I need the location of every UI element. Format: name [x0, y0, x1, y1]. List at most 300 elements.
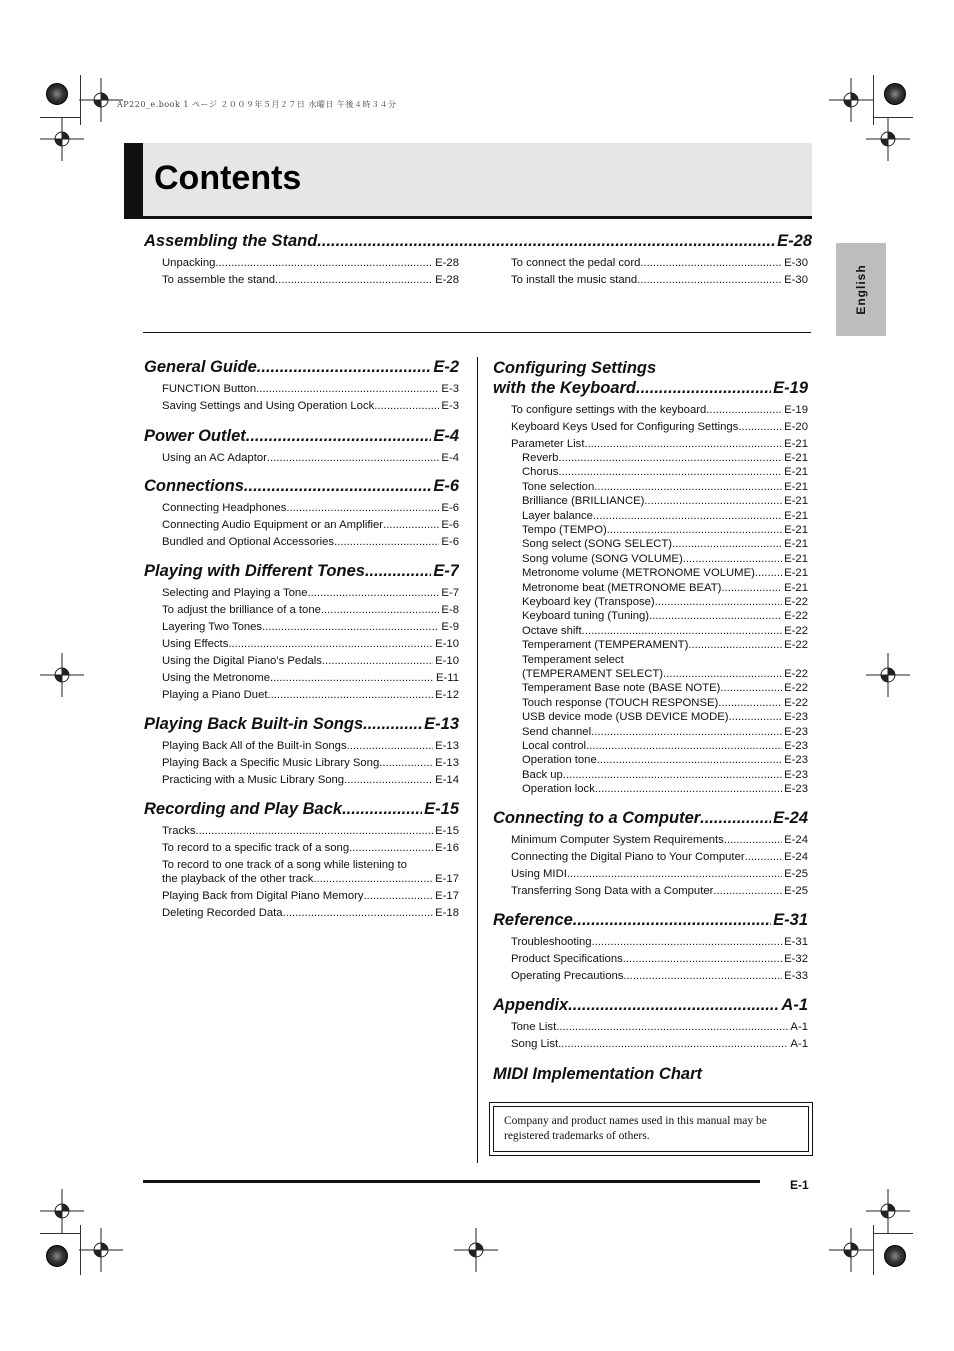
toc-entry-page: E-14	[435, 774, 459, 786]
toc-entry[interactable]	[522, 739, 808, 753]
leader-dots	[558, 1037, 788, 1051]
toc-entry[interactable]	[522, 509, 808, 523]
toc-entry[interactable]	[511, 1020, 808, 1034]
leader-dots	[607, 523, 782, 537]
toc-entry[interactable]	[522, 710, 808, 724]
toc-entry-page: E-24	[784, 834, 808, 846]
toc-heading-page: E-7	[433, 562, 459, 580]
leader-dots	[649, 609, 782, 623]
toc-entry-title: Brilliance (BRILLIANCE)	[522, 495, 645, 508]
toc-entry-title: Operation tone	[522, 754, 597, 767]
toc-entry-page: E-22	[784, 696, 808, 709]
toc-entry[interactable]	[511, 850, 808, 864]
toc-entry[interactable]	[162, 399, 459, 413]
toc-entry[interactable]	[162, 841, 459, 855]
toc-entry[interactable]	[162, 739, 459, 753]
registration-target-icon	[46, 1245, 68, 1267]
toc-entry-page: E-6	[441, 519, 459, 531]
toc-entry[interactable]	[522, 696, 808, 710]
toc-heading[interactable]	[493, 809, 808, 828]
toc-entry[interactable]	[162, 858, 407, 872]
toc-entry[interactable]	[511, 952, 808, 966]
leader-dots	[706, 403, 782, 417]
toc-entry-title: Keyboard Keys Used for Configuring Settings	[511, 421, 739, 433]
toc-entry-title: the playback of the other track	[162, 873, 314, 885]
toc-entry[interactable]	[162, 773, 459, 787]
toc-entry-page: E-23	[784, 768, 808, 781]
toc-entry[interactable]	[522, 667, 808, 681]
toc-entry-title: Using Effects	[162, 638, 229, 650]
toc-entry-page: E-7	[441, 587, 459, 599]
toc-entry-title: FUNCTION Button	[162, 383, 257, 395]
title-banner	[124, 143, 812, 219]
crop-line	[873, 1233, 913, 1234]
toc-entry[interactable]	[522, 782, 808, 796]
leader-dots	[595, 782, 782, 796]
leader-dots	[738, 420, 782, 434]
toc-entry[interactable]	[522, 552, 808, 566]
toc-entry-page: E-21	[784, 581, 808, 594]
toc-entry-page: E-22	[784, 610, 808, 623]
toc-entry-title: Playing Back from Digital Piano Memory	[162, 890, 364, 902]
title-accent-bar	[124, 143, 143, 216]
toc-entry-page: E-21	[784, 524, 808, 536]
toc-heading-page: A-1	[781, 996, 808, 1014]
toc-entry-title: Using an AC Adaptor	[162, 452, 267, 464]
leader-dots	[246, 427, 432, 446]
toc-entry[interactable]: To assemble the stand ..... E-28	[162, 273, 459, 287]
page-number: E-1	[790, 1178, 809, 1192]
toc-entry[interactable]	[522, 653, 624, 667]
toc-heading-title: General Guide	[144, 358, 257, 376]
toc-entry-page: E-22	[784, 596, 808, 608]
leader-dots	[593, 509, 782, 523]
toc-entry-title: Connecting Audio Equipment or an Amplifier	[162, 519, 384, 531]
leader-dots	[573, 911, 771, 930]
toc-entry-title: Metronome volume (METRONOME VOLUME)	[522, 567, 755, 580]
toc-entry[interactable]	[162, 906, 459, 920]
print-info-line: AP220_e.book 1 ページ ２００９年５月２７日 水曜日 午後４時３４分	[117, 100, 397, 109]
leader-dots	[349, 841, 433, 855]
toc-entry-title: Using the Metronome	[162, 672, 270, 684]
toc-entry[interactable]	[522, 451, 808, 465]
toc-entry-page: E-6	[441, 536, 459, 548]
toc-entry[interactable]	[511, 935, 808, 949]
crop-line	[80, 1225, 81, 1275]
leader-dots	[672, 537, 782, 551]
toc-entry-title: Temperament (TEMPERAMENT)	[522, 639, 689, 652]
toc-entry-title: To adjust the brilliance of a tone	[162, 604, 321, 616]
toc-entry-page: E-11	[435, 672, 459, 684]
toc-entry-title: To configure settings with the keyboard	[511, 404, 707, 416]
toc-entry[interactable]	[522, 480, 808, 494]
leader-dots	[655, 595, 782, 609]
toc-entry[interactable]	[522, 581, 808, 595]
leader-dots	[347, 739, 434, 753]
toc-entry-title: Transferring Song Data with a Computer	[511, 885, 714, 897]
toc-entry-title: Operating Precautions	[511, 970, 624, 982]
registration-mark-icon	[866, 653, 910, 697]
leader-dots	[342, 800, 422, 819]
leader-dots	[582, 624, 782, 638]
toc-entry-page: E-21	[784, 538, 808, 551]
leader-dots	[567, 867, 782, 881]
toc-entry-title: (TEMPERAMENT SELECT)	[522, 668, 664, 680]
leader-dots	[745, 850, 783, 864]
leader-dots	[563, 768, 782, 782]
toc-entry[interactable]	[522, 566, 808, 580]
leader-dots	[558, 465, 782, 479]
registration-mark-icon	[454, 1228, 498, 1272]
toc-heading-title: Playing Back Built-in Songs	[144, 715, 364, 733]
toc-entry-page: E-31	[784, 936, 808, 948]
leader-dots	[313, 872, 433, 886]
toc-entry[interactable]	[162, 688, 459, 702]
toc-entry-title: Keyboard tuning (Tuning)	[522, 610, 650, 623]
leader-dots	[262, 620, 439, 634]
toc-entry[interactable]	[162, 654, 459, 668]
toc-heading-title: Appendix	[493, 996, 569, 1014]
leader-dots	[591, 725, 782, 739]
toc-entry[interactable]	[162, 637, 459, 651]
toc-heading[interactable]	[144, 427, 459, 446]
toc-entry-page: E-23	[784, 783, 808, 796]
toc-entry[interactable]	[162, 671, 459, 685]
toc-entry-title: Tone selection	[522, 480, 595, 493]
toc-heading[interactable]	[144, 477, 459, 496]
toc-entry[interactable]	[522, 725, 808, 739]
toc-entry-title: Tone List	[511, 1021, 557, 1033]
toc-heading-page: E-31	[773, 911, 808, 929]
toc-entry[interactable]	[511, 833, 808, 847]
leader-dots	[286, 501, 439, 515]
toc-entry-title: USB device mode (USB DEVICE MODE)	[522, 711, 729, 724]
toc-entry-page: E-13	[435, 740, 459, 752]
toc-entry-title: Selecting and Playing a Tone	[162, 587, 308, 599]
column-divider	[477, 357, 478, 1163]
toc-entry[interactable]	[162, 603, 459, 617]
leader-dots	[700, 809, 771, 828]
toc-heading[interactable]	[144, 715, 459, 734]
toc-entry[interactable]	[522, 768, 808, 782]
leader-dots	[374, 399, 439, 413]
toc-entry[interactable]	[511, 403, 808, 417]
leader-dots	[556, 1020, 788, 1034]
toc-entry-title: Touch response (TOUCH RESPONSE)	[522, 696, 719, 709]
leader-dots	[597, 753, 782, 767]
leader-dots	[721, 581, 782, 595]
leader-dots	[244, 477, 431, 496]
toc-entry-title: Reverb	[522, 452, 559, 464]
leader-dots	[195, 824, 433, 838]
toc-entry-title: Parameter List	[511, 438, 585, 450]
leader-dots	[586, 739, 782, 753]
toc-entry-page: E-21	[784, 438, 808, 450]
leader-dots	[568, 996, 779, 1015]
toc-entry-page: E-21	[784, 480, 808, 493]
registration-mark-icon	[829, 1228, 873, 1272]
registration-mark-icon	[79, 78, 123, 122]
leader-dots	[720, 681, 782, 695]
registration-target-icon	[884, 83, 906, 105]
toc-entry-title: Tempo (TEMPO)	[522, 524, 607, 536]
leader-dots	[364, 889, 434, 903]
toc-entry[interactable]: Unpacking ..... E-28	[162, 256, 459, 270]
toc-entry-page: E-23	[784, 740, 808, 752]
toc-entry[interactable]	[511, 969, 808, 983]
toc-entry-title: Playing a Piano Duet	[162, 689, 268, 701]
leader-dots	[663, 667, 782, 681]
registration-target-icon	[884, 1245, 906, 1267]
leader-dots	[688, 638, 782, 652]
toc-entry-title: Octave shift	[522, 624, 582, 637]
toc-entry-title: Temperament Base note (BASE NOTE)	[522, 682, 721, 695]
leader-dots	[644, 494, 782, 508]
toc-entry[interactable]	[162, 451, 459, 465]
leader-dots	[321, 603, 440, 617]
toc-entry-title: Send channel	[522, 725, 592, 738]
toc-heading-title: Assembling the Stand	[144, 232, 318, 250]
leader-dots	[344, 773, 433, 787]
toc-heading[interactable]	[493, 911, 808, 930]
toc-entry[interactable]	[162, 501, 459, 515]
toc-entry[interactable]	[511, 437, 808, 451]
crop-line	[40, 117, 80, 118]
toc-entry[interactable]	[511, 884, 808, 898]
toc-entry-page: E-17	[435, 890, 459, 902]
page-title: Contents	[154, 159, 302, 197]
toc-entry-title: Bundled and Optional Accessories	[162, 536, 335, 548]
toc-heading-title: Connections	[144, 477, 244, 495]
toc-entry-page: A-1	[790, 1038, 808, 1050]
toc-entry-title: Playing Back All of the Built-in Songs	[162, 740, 347, 752]
toc-entry-page: E-8	[441, 604, 459, 616]
toc-entry-title: Layer balance	[522, 509, 593, 522]
toc-entry-title: Troubleshooting	[511, 936, 592, 948]
toc-entry-page: E-21	[784, 466, 808, 479]
toc-entry-page: E-6	[441, 502, 459, 514]
leader-dots	[713, 884, 782, 898]
toc-heading[interactable]	[144, 800, 459, 819]
toc-heading-config[interactable]: with the Keyboard ..... E-19	[493, 379, 808, 398]
leader-dots	[623, 969, 782, 983]
toc-entry[interactable]	[162, 382, 459, 396]
language-tab-label: English	[854, 264, 868, 315]
toc-entry-title: Tracks	[162, 825, 196, 837]
toc-entry[interactable]	[522, 537, 808, 551]
toc-entry[interactable]	[162, 824, 459, 838]
toc-entry[interactable]: To connect the pedal cord ..... E-30	[511, 256, 808, 270]
toc-heading-title: Reference	[493, 911, 573, 929]
toc-entry-title: Operation lock	[522, 783, 595, 796]
toc-entry[interactable]	[522, 638, 808, 652]
registration-mark-icon	[829, 78, 873, 122]
leader-dots	[363, 715, 422, 734]
toc-entry-page: E-13	[435, 757, 459, 769]
toc-entry[interactable]	[511, 420, 808, 434]
toc-entry[interactable]	[522, 465, 808, 479]
toc-heading[interactable]	[144, 562, 459, 581]
leader-dots	[594, 480, 782, 494]
toc-entry-title: Practicing with a Music Library Song	[162, 774, 345, 786]
toc-entry[interactable]	[522, 681, 808, 695]
crop-line	[40, 1233, 80, 1234]
toc-entry-page: E-21	[784, 495, 808, 508]
leader-dots	[268, 688, 434, 702]
toc-heading-page: E-6	[433, 477, 459, 495]
leader-dots	[584, 437, 782, 451]
toc-entry-title: Local control	[522, 740, 587, 752]
toc-entry-page: E-9	[441, 621, 459, 633]
toc-entry-page: A-1	[790, 1021, 808, 1033]
toc-entry-page: E-33	[784, 970, 808, 982]
toc-entry-page: E-21	[784, 552, 808, 565]
toc-entry[interactable]	[511, 867, 808, 881]
leader-dots	[308, 586, 440, 600]
toc-entry[interactable]	[162, 518, 459, 532]
toc-entry-title: Saving Settings and Using Operation Lock	[162, 400, 375, 412]
toc-heading-page: E-4	[433, 427, 459, 445]
toc-entry-title: Product Specifications	[511, 953, 623, 965]
toc-entry-page: E-18	[435, 907, 459, 919]
toc-entry-title: Back up	[522, 768, 563, 781]
toc-entry-page: E-22	[784, 624, 808, 637]
trademark-note: Company and product names used in this manual may be registered trademarks of others.	[493, 1106, 809, 1152]
crop-line	[80, 75, 81, 125]
leader-dots	[379, 756, 433, 770]
toc-entry[interactable]: To install the music stand ..... E-30	[511, 273, 808, 287]
registration-mark-icon	[40, 117, 84, 161]
toc-heading-assembling[interactable]	[144, 232, 812, 251]
toc-entry-page: E-21	[784, 509, 808, 522]
leader-dots	[267, 451, 440, 465]
toc-entry-title: To record to a specific track of a song	[162, 842, 350, 854]
toc-heading[interactable]	[493, 996, 808, 1015]
toc-entry-page: E-23	[784, 711, 808, 724]
registration-target-icon	[46, 83, 68, 105]
toc-entry[interactable]	[162, 620, 459, 634]
toc-entry-page: E-24	[784, 851, 808, 863]
toc-entry-page: E-3	[441, 400, 459, 412]
toc-entry-page: E-22	[784, 668, 808, 680]
toc-entry-title: Layering Two Tones	[162, 621, 263, 633]
toc-heading-page: E-24	[773, 809, 808, 827]
toc-entry-title: Using the Digital Piano’s Pedals	[162, 655, 322, 667]
toc-entry-page: E-12	[435, 689, 459, 701]
toc-entry-page: E-17	[435, 873, 459, 885]
leader-dots	[334, 535, 439, 549]
toc-entry[interactable]	[522, 609, 808, 623]
toc-entry[interactable]	[162, 889, 459, 903]
leader-dots	[270, 671, 434, 685]
toc-entry-page: E-16	[435, 842, 459, 854]
toc-entry-title: Deleting Recorded Data	[162, 907, 283, 919]
toc-entry[interactable]	[162, 535, 459, 549]
crop-line	[873, 117, 913, 118]
toc-entry-title: Minimum Computer System Requirements	[511, 834, 724, 846]
toc-entry-title: Temperament select	[522, 653, 624, 666]
toc-heading-title: Connecting to a Computer	[493, 809, 701, 827]
language-tab	[836, 243, 886, 336]
toc-entry-page: E-15	[435, 825, 459, 837]
toc-heading-page: E-15	[424, 800, 459, 818]
toc-entry-page: E-23	[784, 725, 808, 738]
registration-mark-icon	[79, 1228, 123, 1272]
toc-entry-page: E-32	[784, 953, 808, 965]
toc-entry-page: E-25	[784, 885, 808, 897]
leader-dots	[755, 566, 782, 580]
toc-entry[interactable]	[522, 624, 808, 638]
registration-mark-icon	[40, 1189, 84, 1233]
toc-entry[interactable]	[522, 595, 808, 609]
toc-entry-title: Playing Back a Specific Music Library Song	[162, 757, 380, 769]
toc-entry-title: Using MIDI	[511, 868, 567, 880]
leader-dots	[257, 358, 432, 377]
toc-entry-page: E-21	[784, 567, 808, 580]
toc-entry-page: E-22	[784, 682, 808, 695]
toc-entry[interactable]	[511, 1037, 808, 1051]
toc-entry-page: E-22	[784, 639, 808, 652]
leader-dots	[729, 710, 783, 724]
toc-entry[interactable]	[522, 753, 808, 767]
leader-dots	[718, 696, 782, 710]
toc-entry-page: E-25	[784, 868, 808, 880]
toc-entry-title: To record to one track of a song while listening to	[162, 859, 407, 871]
toc-entry-page: E-19	[784, 404, 808, 416]
toc-heading-page: E-28	[777, 232, 812, 250]
leader-dots	[256, 382, 439, 396]
toc-entry[interactable]	[522, 494, 808, 508]
toc-entry-page: E-23	[784, 754, 808, 767]
toc-entry[interactable]	[522, 523, 808, 537]
section-divider	[143, 332, 811, 333]
toc-entry-title: Keyboard key (Transpose)	[522, 596, 655, 608]
toc-entry[interactable]	[162, 586, 459, 600]
leader-dots	[558, 451, 782, 465]
toc-entry-title: Song volume (SONG VOLUME)	[522, 552, 683, 565]
toc-entry[interactable]	[162, 872, 459, 886]
toc-heading-title: Recording and Play Back	[144, 800, 343, 818]
toc-entry-page: E-10	[435, 655, 459, 667]
toc-heading-title: Playing with Different Tones	[144, 562, 365, 580]
leader-dots	[283, 906, 434, 920]
toc-entry-title: Connecting the Digital Piano to Your Computer	[511, 851, 745, 863]
toc-heading-midi-chart[interactable]: MIDI Implementation Chart	[493, 1065, 703, 1083]
toc-entry-title: Chorus	[522, 466, 559, 479]
registration-mark-icon	[40, 653, 84, 697]
toc-entry-page: E-3	[441, 383, 459, 395]
toc-entry-page: E-10	[435, 638, 459, 650]
toc-heading-page: E-2	[433, 358, 459, 376]
toc-heading-config-line1[interactable]: Configuring Settings	[493, 359, 657, 377]
leader-dots	[623, 952, 782, 966]
toc-entry-page: E-20	[784, 421, 808, 433]
toc-entry-page: E-21	[784, 452, 808, 464]
leader-dots	[322, 654, 433, 668]
leader-dots	[383, 518, 439, 532]
leader-dots	[683, 552, 782, 566]
toc-entry-title: Connecting Headphones	[162, 502, 287, 514]
leader-dots	[228, 637, 433, 651]
toc-entry[interactable]	[162, 756, 459, 770]
leader-dots	[592, 935, 783, 949]
toc-heading[interactable]	[144, 358, 459, 377]
toc-entry-title: Song select (SONG SELECT)	[522, 538, 673, 551]
toc-heading-title: Power Outlet	[144, 427, 246, 445]
footer-rule	[143, 1180, 760, 1183]
toc-heading-page: E-13	[424, 715, 459, 733]
toc-entry-page: E-4	[441, 452, 459, 464]
